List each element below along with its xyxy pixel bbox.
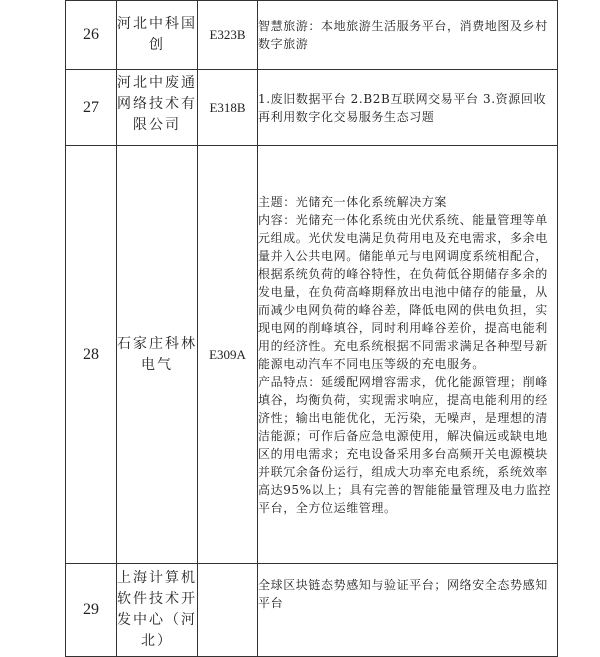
row-number: 29 bbox=[66, 564, 117, 657]
booth-number bbox=[198, 564, 258, 657]
booth-number: E318B bbox=[198, 70, 258, 146]
exhibit-content: 内容：光储充一体化系统由光伏系统、能量管理等单元组成。光伏发电满足负荷用电及充电需求，多余电量并入公共电网。储能单元与电网调度系统相配合，根据系统负荷的峰谷特性，在负荷低谷期储存多余的发电量，在负荷高峰期释放出电池中储存的能量，从而减少电网负荷的峰谷差，降低电网的供电负担，实现电网的削峰填谷，同时利用峰谷差价，提高电能利用的经济性。充电系统根据不同需求满足各种型号新能源电动汽车不同电压等级的充电服务。 bbox=[258, 212, 548, 371]
row-number: 26 bbox=[66, 1, 117, 70]
company-name: 河北中科国创 bbox=[117, 1, 198, 70]
table-row bbox=[66, 564, 558, 657]
company-name-cell bbox=[117, 70, 198, 146]
table-row bbox=[66, 70, 558, 146]
table-row bbox=[66, 146, 558, 564]
company-name: 石家庄科林电气 bbox=[117, 146, 198, 564]
exhibit-description: 1.废旧数据平台 2.B2B互联网交易平台 3.资源回收再利用数字化交易服务生态习题 bbox=[258, 70, 558, 146]
exhibitor-table bbox=[65, 0, 558, 657]
row-number: 28 bbox=[66, 146, 117, 564]
exhibit-description: 智慧旅游：本地旅游生活服务平台，消费地图及乡村数字旅游 bbox=[258, 1, 558, 70]
table-row bbox=[66, 1, 558, 70]
exhibit-description bbox=[258, 564, 558, 657]
exhibit-description bbox=[258, 146, 558, 564]
booth-number: E309A bbox=[198, 146, 258, 564]
booth-number: E323B bbox=[198, 1, 258, 70]
exhibit-topic: 主题：光储充一体化系统解决方案 bbox=[258, 194, 448, 209]
exhibit-description-text: 全球区块链态势感知与验证平台；网络安全态势感知平台 bbox=[258, 578, 548, 610]
company-name: 上海计算机软件技术开发中心（河北） bbox=[117, 570, 197, 649]
exhibit-features: 产品特点：延缓配网增容需求，优化能源管理；削峰填谷，均衡负荷，实现需求响应，提高电能利用的经济性；输出电能优化，无污染，无噪声，是理想的清洁能源；可作后备应急电源使用，解决偏远或缺电地区的用电需求；充电设备采用多台高频开关电源模块并联冗余备份运行，组成大功率充电系统，系统效率高达95%以上；具有完善的智能能量管理及电力监控平台，全方位运维管理。 bbox=[258, 374, 552, 515]
company-name-cell bbox=[117, 564, 198, 657]
company-name: 河北中废通网络技术有限公司 bbox=[117, 74, 197, 133]
row-number: 27 bbox=[66, 70, 117, 146]
